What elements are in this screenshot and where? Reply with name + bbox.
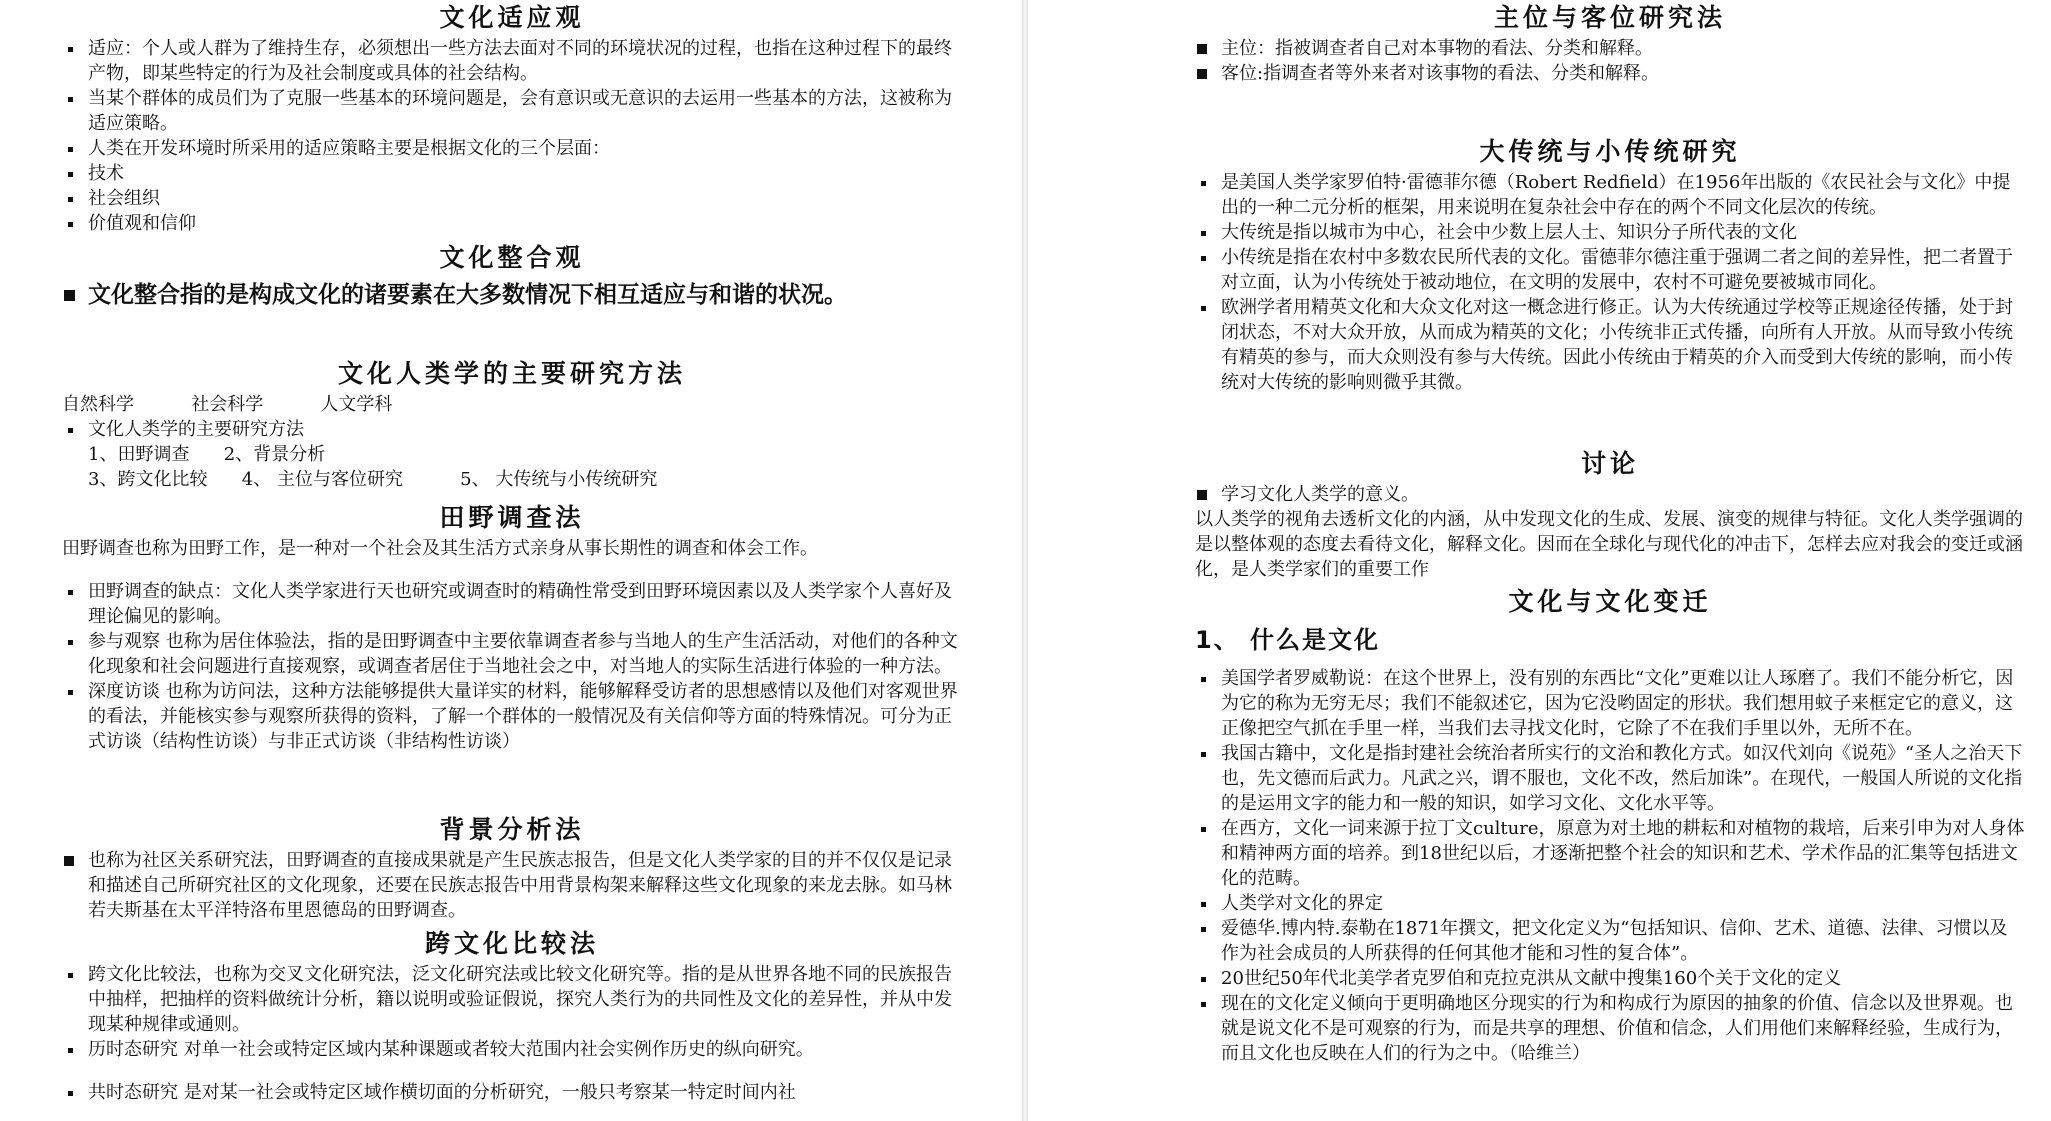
list-item: 学习文化人类学的意义。 — [1221, 482, 2025, 507]
big-bullet-item: 文化整合指的是构成文化的诸要素在大多数情况下相互适应与和谐的状况。 — [62, 276, 962, 314]
list-item: 爱德华.博内特.泰勒在1871年撰文，把文化定义为“包括知识、信仰、艺术、道德、法律、习惯以及作为社会成员的人所获得的任何其他才能和习性的复合体”。 — [1221, 916, 2025, 966]
list-item: 是美国人类学家罗伯特·雷德菲尔德（Robert Redfield）在1956年出版的《农民社会与文化》中提出的一种二元分析的框架，用来说明在复杂社会中存在的两个不同文化层次的传统。 — [1221, 170, 2025, 220]
list-item: 当某个群体的成员们为了克服一些基本的环境问题是，会有意识或无意识的去运用一些基本的方法，这被称为适应策略。 — [88, 86, 962, 136]
section-title: 文化整合观 — [439, 243, 585, 272]
section-discussion — [1195, 446, 2025, 582]
list-item: 客位:指调查者等外来者对该事物的看法、分类和解释。 — [1221, 61, 2025, 86]
bullet-list — [1195, 170, 2025, 395]
list-item: 跨文化比较法，也称为交叉文化研究法，泛文化研究法或比较文化研究等。指的是从世界各地不同的民族报告中抽样，把抽样的资料做统计分析，籍以说明或验证假说，探究人类行为的共同性及文化的差异性，并从中发现某种规律或通则。 — [88, 962, 962, 1037]
bullet-list — [62, 417, 962, 442]
left-page-content — [62, 0, 962, 1121]
section-title: 主位与客位研究法 — [1493, 3, 1726, 32]
section-title: 文化人类学的主要研究方法 — [337, 359, 686, 388]
list-item: 价值观和信仰 — [88, 211, 962, 236]
section-cultural-adaptation — [62, 0, 962, 236]
bullet-list — [62, 962, 962, 1105]
list-item: 大传统是指以城市为中心，社会中少数上层人士、知识分子所代表的文化 — [1221, 220, 2025, 245]
bullet-list — [62, 848, 962, 923]
section-title: 文化与文化变迁 — [1508, 587, 1712, 616]
section-title: 讨论 — [1580, 449, 1639, 478]
section-title: 文化适应观 — [439, 3, 585, 32]
intro-paragraph: 田野调查也称为田野工作，是一种对一个社会及其生活方式亲身从事长期性的调查和体会工作。 — [62, 538, 818, 559]
list-item: 人类在开发环境时所采用的适应策略主要是根据文化的三个层面： — [88, 136, 962, 161]
section-title: 大传统与小传统研究 — [1479, 137, 1741, 166]
list-item: 参与观察 也称为居住体验法，指的是田野调查中主要依靠调查者参与当地人的生产生活活动，对他们的各种文化现象和社会问题进行直接观察，或调查者居住于当地社会之中，对当地人的实际生活进行体验的一种方法。 — [88, 629, 962, 679]
list-item: 欧洲学者用精英文化和大众文化对这一概念进行修正。认为大传统通过学校等正规途径传播，处于封闭状态，不对大众开放，从而成为精英的文化；小传统非正式传播，向所有人开放。从而导致小传统有精英的参与，而大众则没有参与大传统。因此小传统由于精英的介入而受到大传统的影响，而小传统对大传统的影响则微乎其微。 — [1221, 295, 2025, 395]
discussion-paragraph: 以人类学的视角去透析文化的内涵，从中发现文化的生成、发展、演变的规律与特征。文化人类学强调的是以整体观的态度去看待文化，解释文化。因而在全球化与现代化的冲击下，怎样去应对我会的变迁或涵化，是人类学家们的重要工作 — [1195, 509, 2023, 580]
section-cultural-integration — [62, 240, 962, 314]
list-item: 共时态研究 是对某一社会或特定区域作横切面的分析研究，一般只考察某一特定时间内社 — [88, 1080, 962, 1105]
right-page-content — [1195, 0, 2025, 1121]
list-item: 深度访谈 也称为访问法，这种方法能够提供大量详实的材料，能够解释受访者的思想感情以及他们对客观世界的看法，并能核实参与观察所获得的资料，了解一个群体的一般情况及有关信仰等方面的特殊情况。可分为正式访谈（结构性访谈）与非正式访谈（非结构性访谈） — [88, 679, 962, 754]
methods-line-1: 1、田野调查 2、背景分析 — [88, 444, 326, 465]
list-item: 美国学者罗威勒说：在这个世界上，没有别的东西比“文化”更难以让人琢磨了。我们不能分析它，因为它的称为无穷无尽；我们不能叙述它，因为它没哟固定的形状。我们想用蚊子来框定它的意义，这正像把空气抓在手里一样，当我们去寻找文化时，它除了不在我们手里以外，无所不在。 — [1221, 666, 2025, 741]
subheading: 1、 什么是文化 — [1195, 626, 1381, 654]
list-item: 文化人类学的主要研究方法 — [88, 417, 962, 442]
list-item: 在西方，文化一词来源于拉丁文culture，原意为对土地的耕耘和对植物的栽培，后来引申为对人身体和精神两方面的培养。到18世纪以后，才逐渐把整个社会的知识和艺术、学术作品的汇集等包括进文化的范畴。 — [1221, 818, 2025, 889]
bullet-list — [1195, 482, 2025, 507]
bullet-list — [1195, 666, 2025, 1066]
list-item: 我国古籍中，文化是指封建社会统治者所实行的文治和教化方式。如汉代刘向《说苑》“圣人之治天下也，先文德而后武力。凡武之兴，谓不服也，文化不改，然后加诛”。在现代，一般国人所说的文化指的是运用文字的能力和一般的知识，如学习文化、文化水平等。 — [1221, 741, 2025, 816]
list-item: 社会组织 — [88, 186, 962, 211]
list-item: 适应：个人或人群为了维持生存，必须想出一些方法去面对不同的环境状况的过程，也指在这种过程下的最终产物，即某些特定的行为及社会制度或具体的社会结构。 — [88, 36, 962, 86]
section-title: 跨文化比较法 — [424, 929, 599, 958]
list-item: 历时态研究 对单一社会或特定区域内某种课题或者较大范围内社会实例作历史的纵向研究。 — [88, 1037, 962, 1062]
bullet-list — [62, 36, 962, 236]
list-item: 也称为社区关系研究法，田野调查的直接成果就是产生民族志报告，但是文化人类学家的目的并不仅仅是记录和描述自己所研究社区的文化现象，还要在民族志报告中用背景构架来解释这些文化现象的来龙去脉。如马林若夫斯基在太平洋特洛布里恩德岛的田野调查。 — [88, 848, 962, 923]
right-page — [1030, 0, 2051, 1121]
list-item: 技术 — [88, 161, 962, 186]
section-culture-change — [1195, 584, 2025, 1066]
list-item: 小传统是指在农村中多数农民所代表的文化。雷德菲尔德注重于强调二者之间的差异性，把二者置于对立面，认为小传统处于被动地位，在文明的发展中，农村不可避免要被城市同化。 — [1221, 245, 2025, 295]
fields-line: 自然科学 社会科学 人文学科 — [62, 394, 393, 415]
left-page — [0, 0, 1020, 1121]
section-cross-cultural — [62, 926, 962, 1105]
bullet-list — [1195, 36, 2025, 86]
list-item: 人类学对文化的界定 — [1221, 891, 2025, 916]
list-item: 主位：指被调查者自己对本事物的看法、分类和解释。 — [1221, 36, 2025, 61]
section-research-methods — [62, 356, 962, 492]
section-context-analysis — [62, 812, 962, 923]
section-fieldwork — [62, 500, 962, 754]
section-title: 背景分析法 — [439, 815, 585, 844]
list-item: 现在的文化定义倾向于更明确地区分现实的行为和构成行为原因的抽象的价值、信念以及世界观。也就是说文化不是可观察的行为，而是共享的理想、价值和信念，人们用他们来解释经验，生成行为，而且文化也反映在人们的行为之中。（哈维兰） — [1221, 991, 2025, 1066]
list-item: 20世纪50年代北美学者克罗伯和克拉克洪从文献中搜集160个关于文化的定义 — [1221, 966, 2025, 991]
methods-line-2: 3、跨文化比较 4、 主位与客位研究 5、 大传统与小传统研究 — [88, 469, 658, 490]
section-great-little-tradition — [1195, 134, 2025, 395]
bullet-list — [62, 579, 962, 754]
page-divider — [1022, 0, 1028, 1121]
section-emic-etic — [1195, 0, 2025, 86]
section-title: 田野调查法 — [439, 503, 585, 532]
list-item: 田野调查的缺点：文化人类学家进行天也研究或调查时的精确性常受到田野环境因素以及人类学家个人喜好及理论偏见的影响。 — [88, 579, 962, 629]
